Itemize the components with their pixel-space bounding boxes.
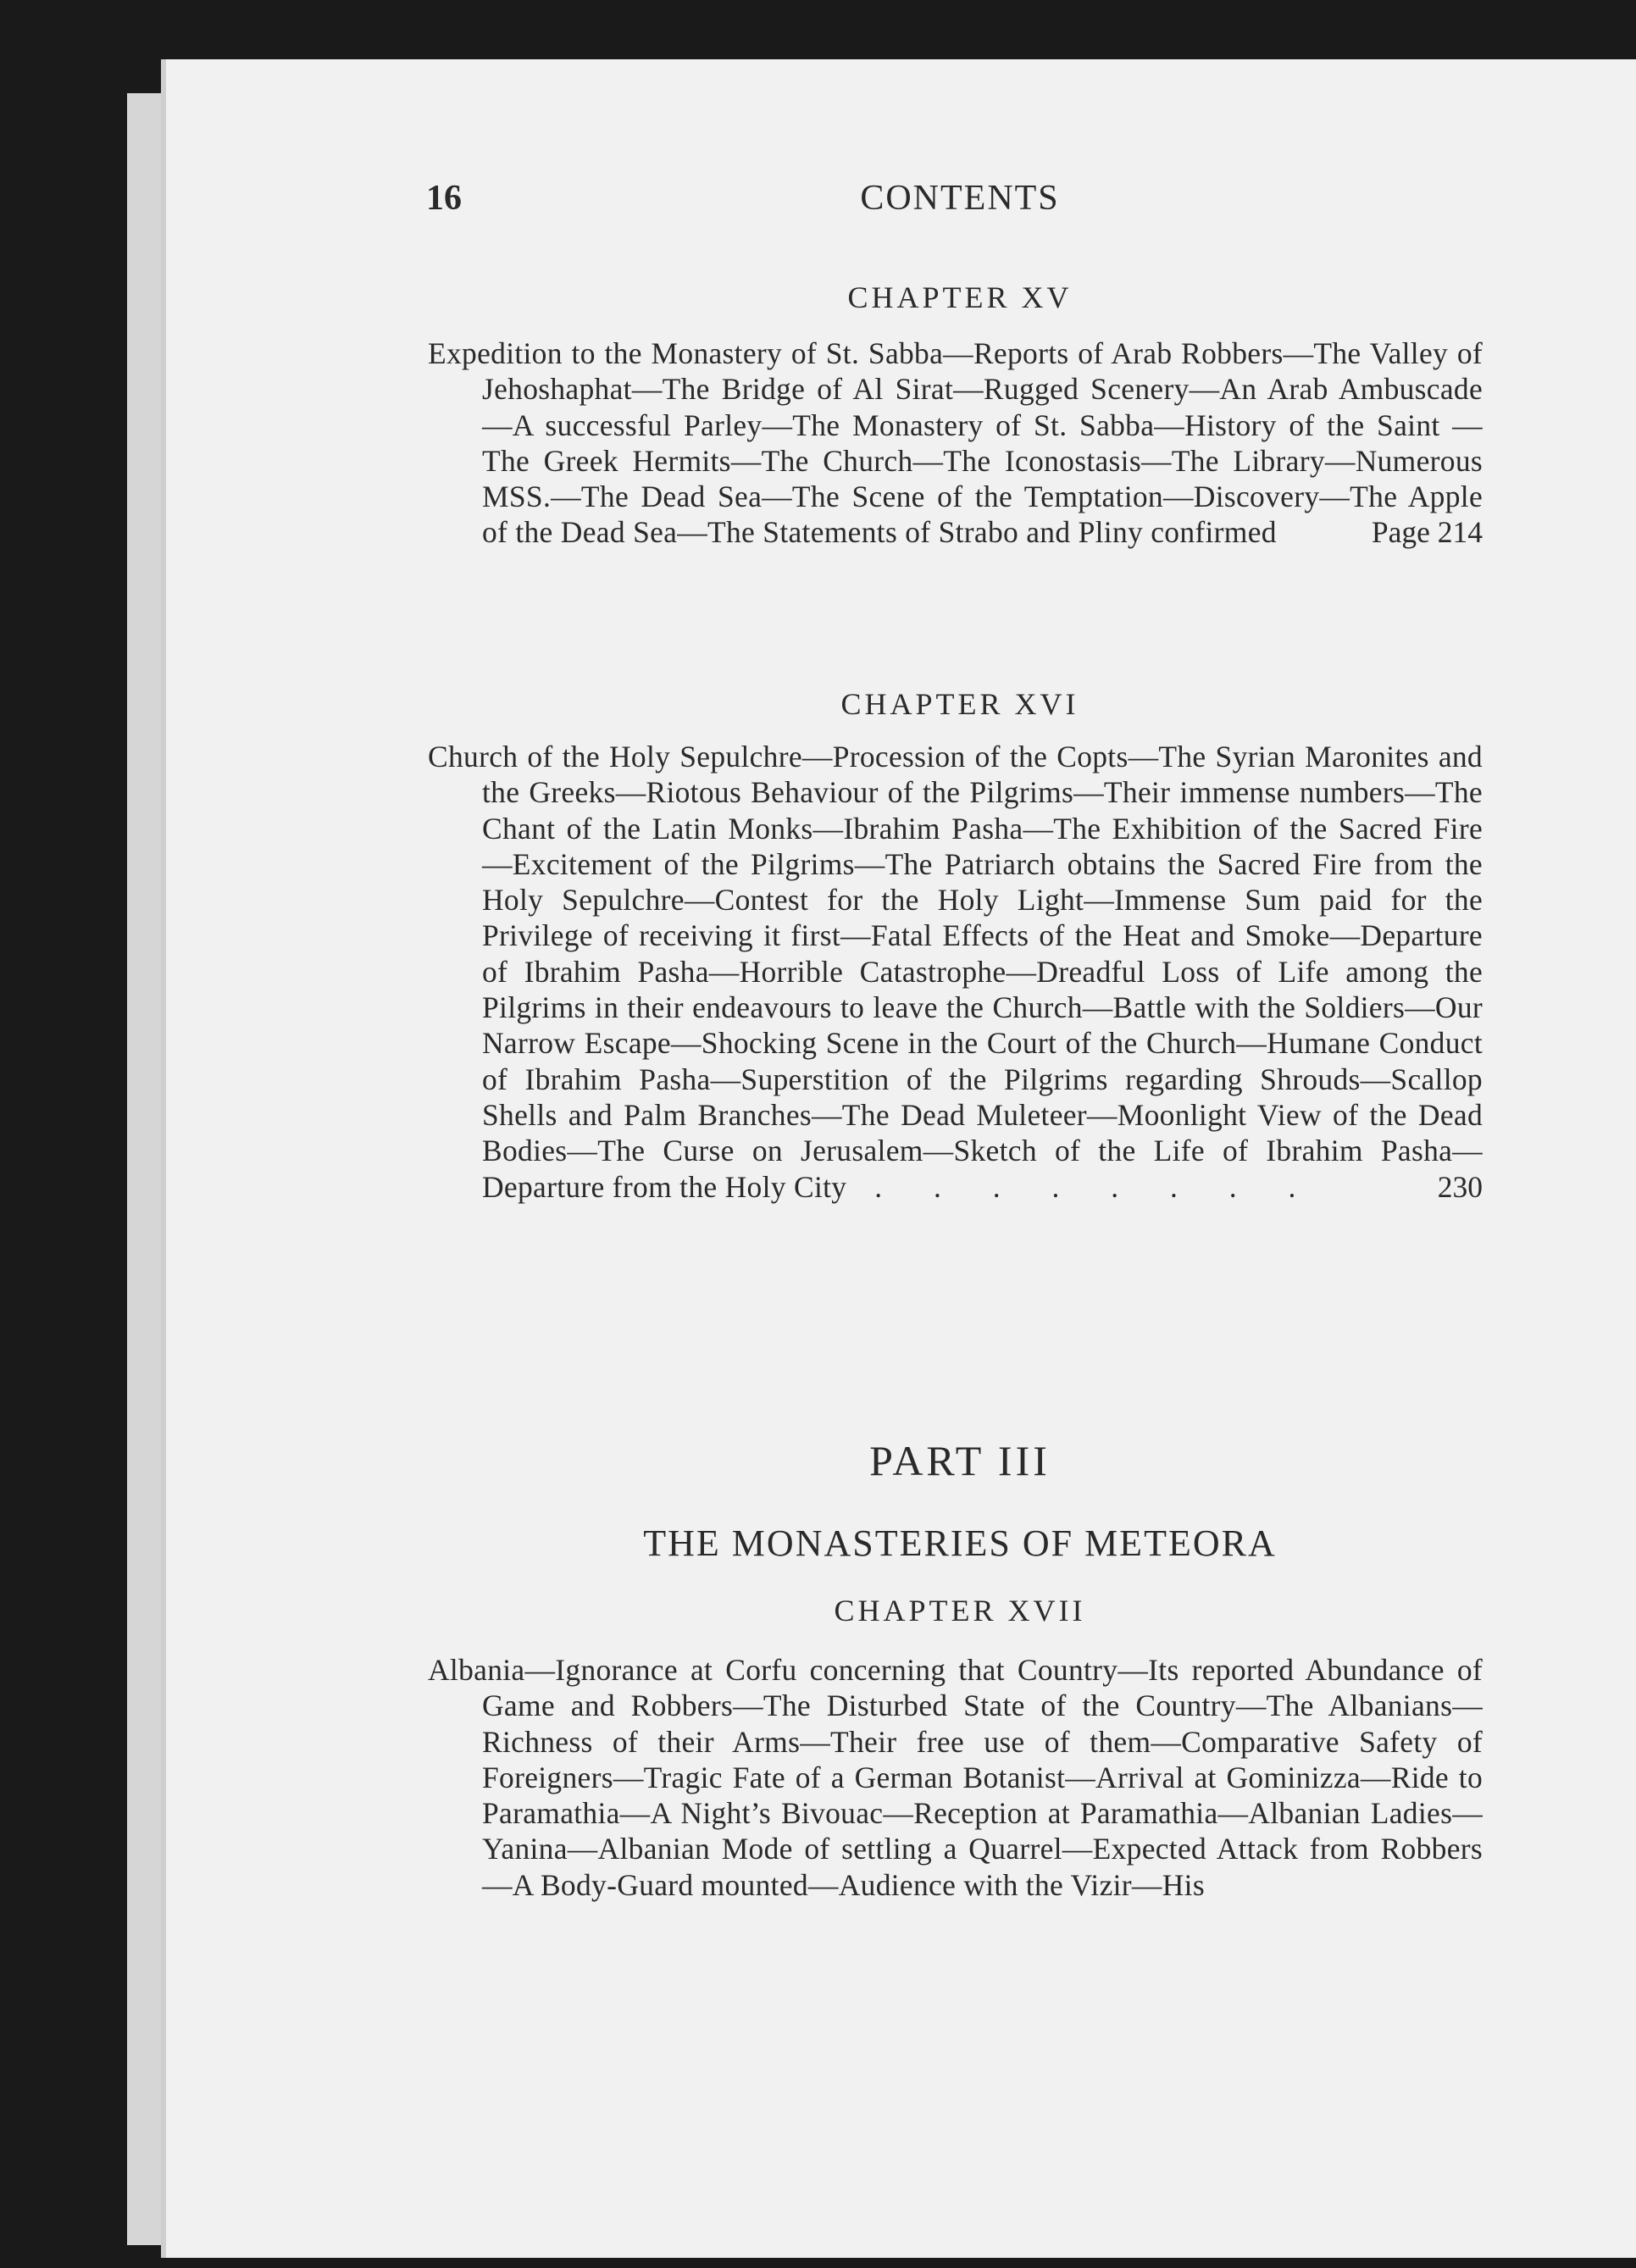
page-number: 16 — [426, 179, 462, 218]
chapter-xv-heading: CHAPTER XV — [847, 280, 1073, 314]
page-title: CONTENTS — [860, 179, 1060, 218]
chapter-xv-entry — [428, 335, 1483, 551]
chapter-xvi-summary: Church of the Holy Sepulchre—Procession of the Copts—The Syrian Maronites and the Greeks—Riotous Behaviour of the Pilgrims—Their immense numbers—The Chant of the Latin Monks—Ibrahim Pasha—The Exhibition of the Sacred Fire —Excitement of the Pilgrims—The Patriarch obtains the Sacred Fire from the Holy Sepulchre—Contest for the Holy Light—Immense Sum paid for the Privilege of receiving it first—Fatal Effects of the Heat and Smoke—Departure of Ibrahim Pasha—Horrible Catastrophe—Dreadful Loss of Life among the Pilgrims in their endeavours to leave the Church—Battle with the Soldiers—Our Narrow Escape—Shocking Scene in the Court of the Church—Humane Conduct of Ibrahim Pasha—Superstition of the Pilgrims regarding Shrouds—Scallop Shells and Palm Branches—The Dead Muleteer—Moonlight View of the Dead Bodies—The Curse on Jerusalem—Sketch of the Life of Ibrahim Pasha—Departure from the Holy City — [428, 740, 1483, 1204]
chapter-xvi-heading: CHAPTER XVI — [840, 687, 1079, 721]
chapter-xvi-page-ref: 230 — [1437, 1169, 1483, 1204]
chapter-xvii-heading: CHAPTER XVII — [834, 1594, 1086, 1628]
part-title: PART III — [869, 1437, 1051, 1484]
running-head — [426, 178, 1494, 229]
part-subtitle: THE MONASTERIES OF METEORA — [643, 1522, 1277, 1564]
book-page-edge — [127, 93, 161, 2245]
chapter-xvi-entry — [428, 739, 1483, 1205]
chapter-xv-page-ref: Page 214 — [1371, 515, 1483, 550]
chapter-xv-summary: Expedition to the Monastery of St. Sabba—Reports of Arab Robbers—The Valley of Jehoshaphat—The Bridge of Al Sirat—Rugged Scenery—An Arab Ambuscade—A successful Parley—The Monastery of St. Sabba—History of the Saint —The Greek Hermits—The Church—The Iconostasis—The Library—Numerous MSS.—The Dead Sea—The Scene of the Temptation—Discovery—The Apple of the Dead Sea—The Statements of Strabo and Pliny confirmed — [428, 336, 1483, 550]
chapter-xvii-entry — [428, 1652, 1483, 1903]
chapter-xvii-summary: Albania—Ignorance at Corfu concerning that Country—Its reported Abundance of Game and Robbers—The Disturbed State of the Country—The Albanians—Richness of their Arms—Their free use of them—Comparative Safety of Foreigners—Tragic Fate of a German Botanist—Arrival at Gominizza—Ride to Paramathia—A Night’s Bivouac—Reception at Paramathia—Albanian Ladies—Yanina—Albanian Mode of settling a Quarrel—Expected Attack from Robbers—A Body-Guard mounted—Audience with the Vizir—His — [428, 1653, 1483, 1902]
dot-leaders: . . . . . . . . — [874, 1169, 1318, 1204]
